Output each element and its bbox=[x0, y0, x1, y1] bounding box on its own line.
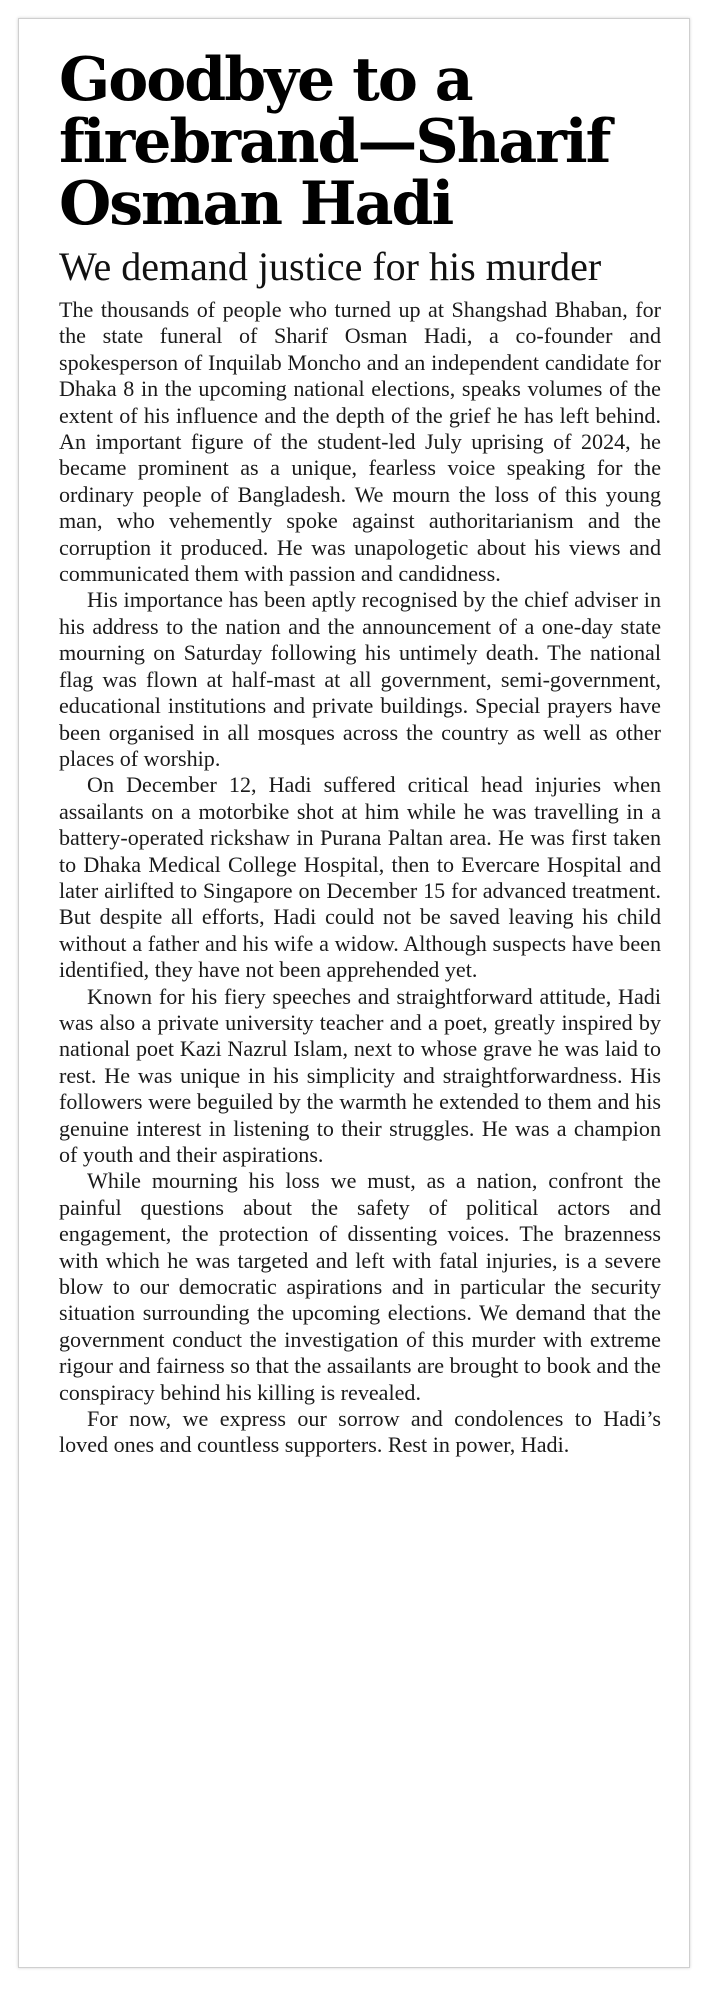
paragraph: Known for his fiery speeches and straightforward attitude, Hadi was also a private university teacher and a poet, greatly inspired by national poet Kazi Nazrul Islam, next to whose grave he was laid to rest. He was unique in his simplicity and straightforwardness. His followers were beguiled by the warmth he extended to them and his genuine interest in listening to their struggles. He was a champion of youth and their aspirations. bbox=[59, 983, 661, 1167]
paragraph: His importance has been aptly recognised by the chief adviser in his address to the nation and the announcement of a one-day state mourning on Saturday following his untimely death. The national flag was flown at half-mast at all government, semi-government, educational institutions and private buildings. Special prayers have been organised in all mosques across the country as well as other places of worship. bbox=[59, 587, 661, 771]
paragraph: For now, we express our sorrow and condolences to Hadi’s loved ones and countless supporters. Rest in power, Hadi. bbox=[59, 1406, 661, 1458]
subheadline: We demand justice for his murder bbox=[59, 244, 602, 289]
paragraph: While mourning his loss we must, as a nation, confront the painful questions about the safety of political actors and engagement, the protection of dissenting voices. The brazenness with which he was targeted and left with fatal injuries, is a severe blow to our democratic aspirations and in particular the security situation surrounding the upcoming elections. We demand that the government conduct the investigation of this murder with extreme rigour and fairness so that the assailants are brought to book and the conspiracy behind his killing is revealed. bbox=[59, 1168, 661, 1405]
paragraph: The thousands of people who turned up at Shangshad Bhaban, for the state funeral of Sharif Osman Hadi, a co-founder and spokesperson of Inquilab Moncho and an independent candidate for Dhaka 8 in the upcoming national elections, speaks volumes of the extent of his influence and the depth of the grief he has left behind. An important figure of the student-led July uprising of 2024, he became prominent as a unique, fearless voice speaking for the ordinary people of Bangladesh. We mourn the loss of this young man, who vehemently spoke against authoritarianism and the corruption it produced. He was unapologetic about his views and communicated them with passion and candidness. bbox=[59, 297, 661, 587]
paragraph: On December 12, Hadi suffered critical head injuries when assailants on a motorbike shot at him while he was travelling in a battery-operated rickshaw in Purana Paltan area. He was first taken to Dhaka Medical College Hospital, then to Evercare Hospital and later airlifted to Singapore on December 15 for advanced treatment. But despite all efforts, Hadi could not be saved leaving his child without a father and his wife a widow. Although suspects have been identified, they have not been apprehended yet. bbox=[59, 772, 661, 983]
article-body bbox=[59, 297, 661, 1459]
article-frame bbox=[18, 18, 690, 1968]
headline: Goodbye to a firebrand—Sharif Osman Hadi bbox=[59, 45, 610, 239]
